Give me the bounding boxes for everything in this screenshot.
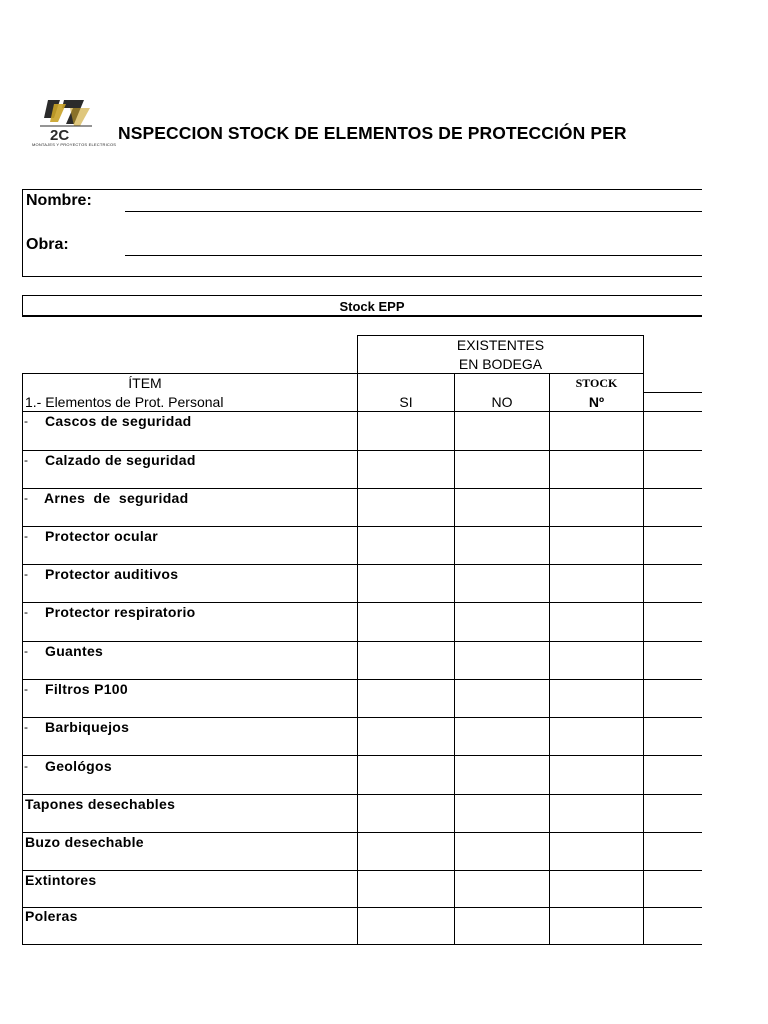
row-dash: - bbox=[24, 529, 28, 543]
svg-text:2C: 2C bbox=[50, 127, 70, 144]
table-line bbox=[22, 641, 702, 642]
obra-label: Obra: bbox=[26, 236, 69, 253]
group-header-line2: EN BODEGA bbox=[458, 356, 543, 372]
row-label: Filtros P100 bbox=[45, 681, 128, 697]
item-header-line1: ÍTEM bbox=[128, 375, 162, 391]
row-dash: - bbox=[24, 605, 28, 619]
table-line bbox=[22, 373, 644, 374]
row-label: Buzo desechable bbox=[25, 834, 144, 850]
row-label: Cascos de seguridad bbox=[45, 413, 192, 429]
table-line bbox=[22, 564, 702, 565]
table-line bbox=[549, 373, 550, 945]
table-line bbox=[22, 944, 702, 945]
table-line bbox=[22, 450, 702, 451]
row-dash: - bbox=[24, 759, 28, 773]
table-line bbox=[357, 335, 358, 945]
table-line bbox=[22, 870, 702, 871]
logo-mark-icon bbox=[30, 96, 116, 144]
item-header-line2: 1.- Elementos de Prot. Personal bbox=[25, 394, 224, 410]
row-label: Guantes bbox=[45, 643, 104, 659]
col-si-header: SI bbox=[399, 394, 413, 410]
col-stock-header-line1: STOCK bbox=[575, 376, 618, 390]
page-title: NSPECCION STOCK DE ELEMENTOS DE PROTECCIÓN PER bbox=[118, 123, 627, 143]
table-line bbox=[643, 392, 702, 393]
table-line bbox=[22, 526, 702, 527]
row-dash: - bbox=[24, 682, 28, 696]
table-line bbox=[22, 602, 702, 603]
nombre-label: Nombre: bbox=[26, 192, 92, 209]
table-line bbox=[22, 907, 702, 908]
table-line bbox=[643, 335, 644, 945]
table-line bbox=[22, 679, 702, 680]
table-line bbox=[22, 755, 702, 756]
row-label: Poleras bbox=[25, 908, 78, 924]
row-label: Protector ocular bbox=[45, 528, 158, 544]
row-label: Protector auditivos bbox=[45, 566, 179, 582]
section-title-bar: Stock EPP bbox=[22, 295, 702, 317]
table-line bbox=[22, 411, 702, 412]
col-no-header: NO bbox=[491, 394, 513, 410]
table-line bbox=[357, 335, 644, 336]
row-label: Geológos bbox=[45, 758, 112, 774]
group-header-line1: EXISTENTES bbox=[456, 337, 545, 353]
company-logo bbox=[30, 96, 116, 152]
row-label: Protector respiratorio bbox=[45, 604, 196, 620]
table-line bbox=[22, 794, 702, 795]
row-dash: - bbox=[24, 491, 28, 505]
info-box bbox=[22, 189, 702, 277]
table-line bbox=[22, 373, 23, 945]
row-dash: - bbox=[24, 414, 28, 428]
table-line bbox=[22, 832, 702, 833]
col-stock-header-line2: Nº bbox=[588, 394, 605, 410]
row-label: Tapones desechables bbox=[25, 796, 176, 812]
row-label: Arnes de seguridad bbox=[44, 490, 189, 506]
row-dash: - bbox=[24, 644, 28, 658]
row-dash: - bbox=[24, 567, 28, 581]
table-line bbox=[22, 488, 702, 489]
logo-subtitle: MONTAJES Y PROYECTOS ELECTRICOS bbox=[32, 142, 117, 147]
obra-field[interactable] bbox=[125, 255, 702, 256]
table-line bbox=[22, 717, 702, 718]
row-label: Extintores bbox=[25, 872, 97, 888]
row-label: Barbiquejos bbox=[45, 719, 130, 735]
table-line bbox=[454, 373, 455, 945]
row-dash: - bbox=[24, 720, 28, 734]
row-label: Calzado de seguridad bbox=[45, 452, 196, 468]
nombre-field[interactable] bbox=[125, 211, 702, 212]
row-dash: - bbox=[24, 453, 28, 467]
